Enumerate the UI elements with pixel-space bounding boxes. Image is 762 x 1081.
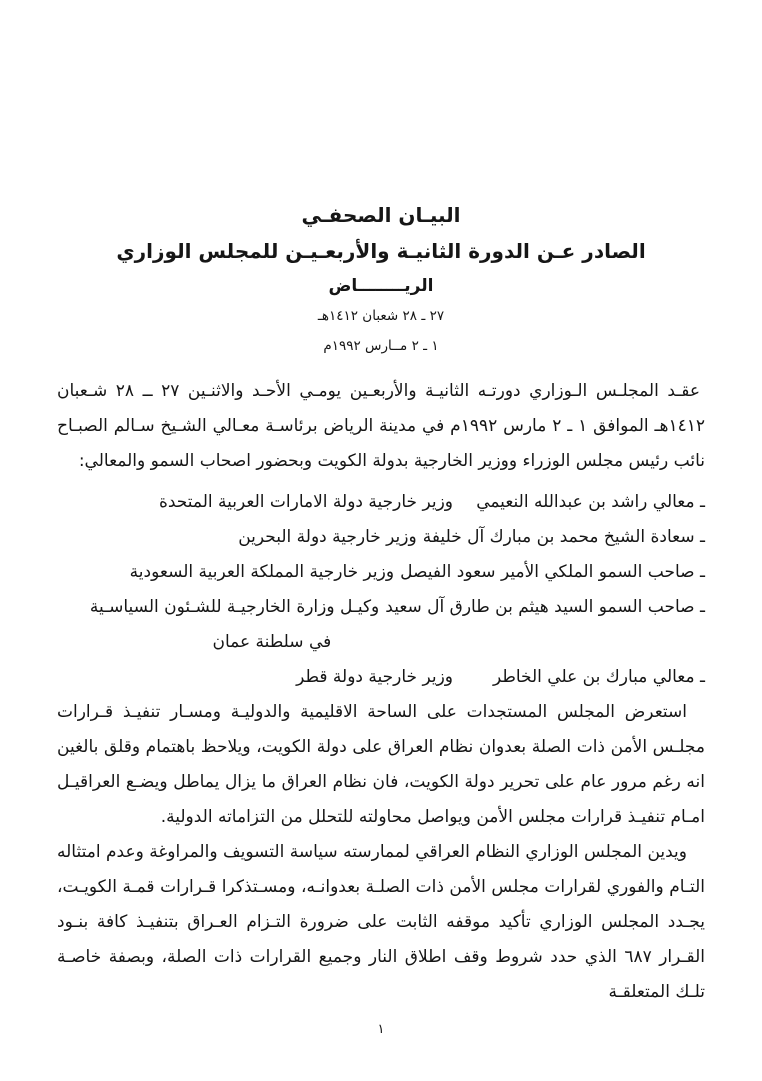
condemnation-paragraph: ويدين المجلس الوزاري النظام العراقي لممارسته سياسة التسويف والمراوغة وعدم امتثاله التـام والفوري لقرارات مجلس الأمن ذات الصلـة بعدوانـه، ومسـتذكرا قـرارات قمـة الكويـت، يجـدد المجلس الوزاري تأكيد موقفه الثابت على ضرورة التـزام العـراق بتنفيـذ كافة بنـود القـرار ٦٨٧ الذي حدد شروط وقف اطلاق النار وجميع القرارات ذات الصلة، وبصفة خاصـة تلـك المتعلقـة bbox=[57, 842, 705, 1002]
attendee-name: ـ معالي مبارك بن علي الخاطر bbox=[492, 667, 705, 687]
attendee-name: ـ صاحب السمو الملكي الأمير سعود الفيصل bbox=[400, 562, 705, 582]
review-paragraph: استعرض المجلس المستجدات على الساحة الاقليمية والدوليـة ومسـار تنفيـذ قـرارات مجلـس الأمن ذات الصلة بعدوان نظام العراق على دولة الكويت، ويلاحظ باهتمام وقلق بالغين انه رغم مرور عام على تحرير دولة الكويت، فان نظام العراق ما يزال يماطل ويضـع العراقيـل امـام تنفيـذ قرارات مجلس الأمن ويواصل محاولته للتحلل من التزاماته الدولية. bbox=[57, 702, 705, 827]
document-body bbox=[57, 374, 705, 1010]
document-subtitle: الصادر عـن الدورة الثانيـة والأربعـيـن للمجلس الوزاري bbox=[116, 239, 646, 263]
attendee-name: ـ سعادة الشيخ محمد بن مبارك آل خليفة bbox=[422, 527, 705, 547]
location-line: الريــــــــاض bbox=[328, 276, 434, 296]
attendee-title: وزير خارجية دولة الامارات العربية المتحدة bbox=[158, 492, 453, 512]
hijri-date: ٢٧ ـ ٢٨ شعبان ١٤١٢هـ bbox=[317, 308, 445, 324]
attendee-row bbox=[57, 520, 705, 555]
attendee-title-line1: وكيـل وزارة الخارجيـة للشـئون السياسـية bbox=[89, 597, 380, 617]
gregorian-date: ١ ـ ٢ مــارس ١٩٩٢م bbox=[323, 338, 439, 354]
document-title: البيـان الصحفـي bbox=[301, 203, 461, 227]
attendee-title: وزير خارجية المملكة العربية السعودية bbox=[129, 562, 395, 582]
attendee-title: وزير خارجية دولة البحرين bbox=[238, 527, 417, 547]
attendee-title bbox=[57, 590, 379, 660]
attendee-row bbox=[57, 555, 705, 590]
attendee-row bbox=[57, 660, 705, 695]
attendee-title-line2: في سلطنة عمان bbox=[212, 632, 332, 652]
attendee-row bbox=[57, 485, 705, 520]
page-number: ١ bbox=[377, 1022, 385, 1037]
attendees-list bbox=[57, 485, 705, 695]
attendee-row bbox=[57, 590, 705, 660]
attendee-title: وزير خارجية دولة قطر bbox=[296, 667, 453, 687]
attendee-name: ـ صاحب السمو السيد هيثم بن طارق آل سعيد bbox=[385, 597, 705, 617]
attendee-name: ـ معالي راشد بن عبدالله النعيمي bbox=[476, 492, 705, 512]
opening-paragraph: عقـد المجلـس الـوزاري دورتـه الثانيـة والأربعـين يومـي الأحـد والاثنـين ٢٧ ــ ٢٨ شـعبان ١٤١٢هـ الموافق ١ ـ ٢ مارس ١٩٩٢م في مدينة الرياض برئاسـة معـالي الشـيخ سـالم الصبـاح نائب رئيس مجلس الوزراء ووزير الخارجية بدولة الكويت وبحضور اصحاب السمو والمعالي: bbox=[57, 381, 705, 471]
